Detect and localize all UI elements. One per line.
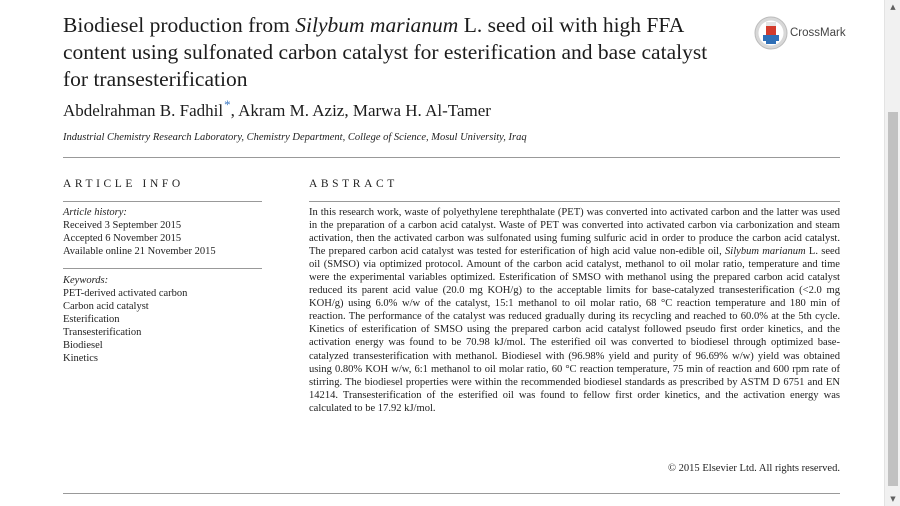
abstract-divider-top: [309, 201, 840, 202]
crossmark-label: CrossMark: [790, 27, 846, 39]
crossmark-badge[interactable]: [754, 16, 854, 52]
crossmark-icon: [754, 16, 788, 50]
online-date: Available online 21 November 2015: [63, 246, 216, 257]
abstract-heading: ABSTRACT: [309, 178, 398, 190]
article-title: [63, 12, 733, 93]
abstract-text: [309, 206, 840, 415]
abstract-part-2: L. seed oil (SMSO) via optimized protocol. Amount of the carbon acid catalyst, methanol to oil molar ratio, temperature and time were the experimental variables optimized. Esterification of SMSO with methanol using the prepared carbon acid catalyst reduced its parent acid value (20.0 mg KOH/g) to the acceptable limits for base-catalyzed transesterification (<2.0 mg KOH/g) using 6.0% w/w of the catalyst, 15:1 methanol to oil molar ratio, 68 °C reaction temperature and 180 min of reaction. The performance of the catalyst was reduced gradually during its recycling and reached to 60.0% at the 5th cycle. Kinetics of esterification of SMSO using the prepared carbon acid catalyst followed pseudo first order kinetics, and the activation energy was found to be 70.98 kJ/mol. The esterified oil was converted to biodiesel through optimized base-catalyzed transesterification with methanol. Biodiesel with (96.98% yield and purity of 96.69% w/w) yield was obtained using 0.80% KOH w/w, 6:1 methanol to oil molar ratio, 60 °C reaction temperature, 75 min of reaction and 600 rpm rate of stirring. The biodiesel properties were within the recommended biodiesel standards as prescribed by ASTM D 6751 and EN 14214. Transesterification of the esterified oil was found to fellow first order kinetics, and the activation energy was calculated to be 17.92 kJ/mol.: [309, 246, 841, 414]
title-species: Silybum marianum: [295, 13, 459, 37]
scrollbar-thumb[interactable]: [888, 112, 898, 486]
article-info-divider-top: [63, 201, 262, 202]
keywords-block: [63, 274, 187, 365]
history-label: Article history:: [63, 207, 127, 218]
keyword-item: Esterification: [63, 314, 120, 325]
author-list: [63, 97, 491, 121]
affiliation: Industrial Chemistry Research Laboratory, Chemistry Department, College of Science, Mosul University, Iraq: [63, 132, 527, 143]
author-first[interactable]: Abdelrahman B. Fadhil: [63, 101, 224, 120]
received-date: Received 3 September 2015: [63, 220, 182, 231]
copyright-notice: © 2015 Elsevier Ltd. All rights reserved.: [667, 463, 840, 474]
header-divider: [63, 157, 840, 158]
author-rest[interactable]: , Akram M. Aziz, Marwa H. Al-Tamer: [230, 101, 491, 120]
abstract-species: Silybum marianum: [725, 246, 806, 258]
keyword-item: Carbon acid catalyst: [63, 301, 149, 312]
title-text-2: L. seed oil with high FFA content using sulfonated carbon catalyst for esterification and base catalyst for transesterification: [63, 13, 708, 91]
article-info-divider-mid: [63, 268, 262, 269]
accepted-date: Accepted 6 November 2015: [63, 233, 182, 244]
scroll-up-icon[interactable]: ▲: [890, 3, 896, 11]
corresponding-author-link[interactable]: *: [224, 97, 231, 113]
keyword-item: Transesterification: [63, 327, 142, 338]
abstract-divider-bottom: [63, 493, 840, 494]
article-history: [63, 206, 216, 258]
keyword-item: Biodiesel: [63, 340, 103, 351]
scroll-down-icon[interactable]: ▼: [890, 495, 896, 503]
title-text-1: Biodiesel production from: [63, 13, 296, 37]
keyword-item: PET-derived activated carbon: [63, 288, 188, 299]
vertical-scrollbar[interactable]: [884, 0, 900, 506]
article-info-heading: ARTICLE INFO: [63, 178, 184, 190]
keywords-label: Keywords:: [63, 275, 109, 286]
abstract-part-1: In this research work, waste of polyethylene terephthalate (PET) was converted into activated carbon and the latter was used in the preparation of a carbon acid catalyst. Waste of PET was converted into activated carbon via carbonization and steam activation, then the activated carbon was sulfonated using fuming sulfuric acid in order to produce the carbon acid catalyst. The prepared carbon acid catalyst was tested for esterification of high acid value non-edible oil,: [309, 207, 840, 258]
keyword-item: Kinetics: [63, 353, 98, 364]
